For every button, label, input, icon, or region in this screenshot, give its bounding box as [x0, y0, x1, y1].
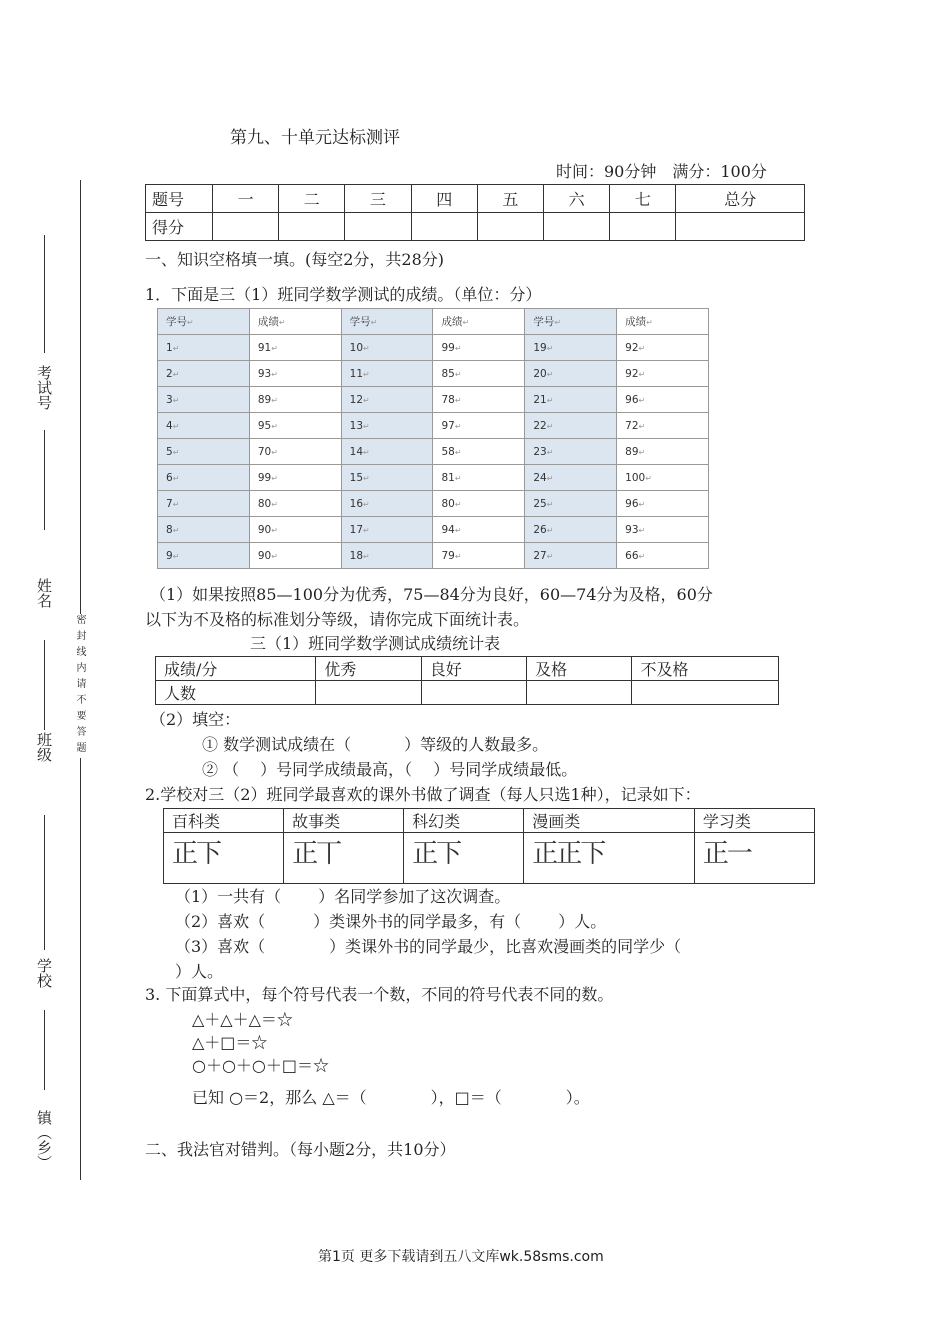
return-mark-icon: ↵ — [271, 525, 278, 535]
grades-table — [157, 308, 709, 569]
student-id-cell — [525, 335, 617, 361]
score-header-cell: 四 — [411, 185, 477, 213]
score-header-cell: 六 — [544, 185, 610, 213]
section1-heading: 一、知识空格填一填。(每空2分，共28分) — [145, 250, 445, 269]
return-mark-icon: ↵ — [638, 395, 646, 405]
return-mark-icon: ↵ — [363, 343, 370, 353]
cell-text: 5 — [166, 445, 173, 458]
cell-text: 学号 — [349, 316, 371, 328]
cell-text: 92 — [625, 341, 639, 354]
cell-text: 70 — [257, 445, 272, 458]
student-id-cell — [525, 465, 617, 491]
cell-text: 96 — [625, 393, 639, 406]
student-id-cell — [525, 491, 617, 517]
return-mark-icon: ↵ — [546, 473, 554, 483]
tally-cell — [164, 833, 284, 884]
stats-table — [155, 656, 779, 705]
cell-text: 学号 — [166, 316, 187, 328]
stats-answer-cell[interactable] — [421, 681, 526, 705]
return-mark-icon: ↵ — [546, 421, 554, 431]
score-value-cell — [433, 465, 525, 491]
stats-header-cell: 成绩/分 — [156, 657, 316, 681]
score-cell[interactable] — [676, 213, 805, 241]
equation-2: △＋□＝☆ — [192, 1033, 268, 1052]
cell-text: 21 — [533, 393, 547, 406]
grades-row — [158, 361, 709, 387]
return-mark-icon: ↵ — [638, 499, 646, 509]
tally-marks: 正正下 — [532, 839, 605, 869]
label-school: 学校 — [35, 958, 53, 988]
cell-text: 10 — [349, 341, 364, 354]
q1-fill-1: ① 数学测试成绩在（ ）等级的人数最多。 — [202, 735, 549, 754]
cell-text: 8 — [166, 523, 173, 536]
stats-header-cell: 良好 — [421, 657, 526, 681]
tally-marks: 正一 — [702, 839, 751, 869]
student-id-cell — [158, 439, 250, 465]
student-id-cell — [158, 491, 250, 517]
student-id-cell — [341, 465, 433, 491]
return-mark-icon: ↵ — [271, 499, 278, 509]
return-mark-icon: ↵ — [172, 499, 180, 509]
q1-part1-line2: 以下为不及格的标准划分等级，请你完成下面统计表。 — [145, 610, 530, 629]
books-header-cell: 科幻类 — [404, 809, 524, 833]
cell-text: 23 — [533, 445, 547, 458]
score-value-cell — [433, 543, 525, 569]
cell-text: 成绩 — [625, 316, 647, 328]
score-value-cell — [249, 413, 341, 439]
return-mark-icon: ↵ — [462, 318, 470, 327]
return-mark-icon: ↵ — [546, 395, 554, 405]
grades-header-cell — [158, 309, 250, 335]
grades-row — [158, 491, 709, 517]
return-mark-icon: ↵ — [278, 318, 286, 327]
student-id-cell — [525, 361, 617, 387]
cell-text: 13 — [349, 419, 364, 432]
score-value-cell — [617, 335, 709, 361]
q2-a: （1）一共有（ ）名同学参加了这次调查。 — [175, 887, 511, 906]
q2-c: （3）喜欢（ ）类课外书的同学最少，比喜欢漫画类的同学少（ — [175, 937, 682, 956]
stats-answer-cell[interactable] — [527, 681, 632, 705]
stats-header-cell: 不及格 — [632, 657, 779, 681]
student-id-cell — [341, 361, 433, 387]
score-value-cell — [617, 361, 709, 387]
cell-text: 99 — [441, 341, 455, 354]
return-mark-icon: ↵ — [546, 369, 554, 379]
return-mark-icon: ↵ — [271, 473, 278, 483]
score-value-cell — [433, 517, 525, 543]
cell-text: 91 — [257, 341, 272, 354]
grades-row — [158, 465, 709, 491]
score-value-cell — [249, 517, 341, 543]
return-mark-icon: ↵ — [454, 369, 462, 379]
return-mark-icon: ↵ — [271, 369, 278, 379]
return-mark-icon: ↵ — [645, 473, 652, 483]
label-exam-no: 考试号 — [35, 365, 53, 410]
return-mark-icon: ↵ — [370, 318, 378, 327]
score-value-cell — [617, 439, 709, 465]
question-3: 3. 下面算式中，每个符号代表一个数，不同的符号代表不同的数。 — [145, 985, 614, 1004]
student-id-cell — [158, 465, 250, 491]
cell-text: 2 — [166, 367, 173, 380]
books-header-row — [164, 809, 815, 833]
stats-answer-cell[interactable] — [316, 681, 421, 705]
cell-text: 成绩 — [441, 316, 463, 328]
cell-text: 12 — [349, 393, 364, 406]
return-mark-icon: ↵ — [546, 499, 554, 509]
score-row — [146, 213, 805, 241]
score-value-cell — [249, 361, 341, 387]
return-mark-icon: ↵ — [271, 395, 278, 405]
score-cell[interactable] — [279, 213, 345, 241]
cell-text: 14 — [349, 445, 364, 458]
grades-header-cell — [617, 309, 709, 335]
student-id-cell — [341, 413, 433, 439]
student-id-cell — [525, 387, 617, 413]
student-id-cell — [158, 413, 250, 439]
cell-text: 93 — [257, 367, 272, 380]
score-value-cell — [617, 491, 709, 517]
return-mark-icon: ↵ — [363, 499, 370, 509]
score-value-cell — [249, 491, 341, 517]
return-mark-icon: ↵ — [546, 447, 554, 457]
return-mark-icon: ↵ — [454, 447, 462, 457]
return-mark-icon: ↵ — [172, 421, 180, 431]
cell-text: 18 — [349, 549, 364, 562]
tally-cell — [524, 833, 695, 884]
score-row-label: 得分 — [146, 213, 213, 241]
grades-row — [158, 387, 709, 413]
student-id-cell — [158, 387, 250, 413]
return-mark-icon: ↵ — [454, 395, 462, 405]
return-mark-icon: ↵ — [638, 525, 646, 535]
return-mark-icon: ↵ — [638, 369, 646, 379]
q1-fill-2: ② （ ）号同学成绩最高，（ ）号同学成绩最低。 — [202, 760, 578, 779]
cell-text: 79 — [441, 549, 455, 562]
tally-marks: 正丅 — [292, 839, 341, 869]
score-value-cell — [433, 361, 525, 387]
return-mark-icon: ↵ — [554, 318, 562, 327]
cell-text: 4 — [166, 419, 173, 432]
cell-text: 9 — [166, 549, 173, 562]
cell-text: 15 — [349, 471, 364, 484]
stats-header-cell: 优秀 — [316, 657, 421, 681]
return-mark-icon: ↵ — [187, 318, 194, 327]
cell-text: 24 — [533, 471, 547, 484]
cell-text: 成绩 — [257, 316, 279, 328]
class-line — [44, 815, 45, 950]
score-header-cell: 二 — [279, 185, 345, 213]
cell-text: 11 — [349, 367, 364, 380]
cell-text: 97 — [441, 419, 455, 432]
stats-table-title: 三（1）班同学数学测试成绩统计表 — [250, 634, 501, 653]
score-cell[interactable] — [411, 213, 477, 241]
return-mark-icon: ↵ — [363, 473, 370, 483]
return-mark-icon: ↵ — [454, 473, 462, 483]
cell-text: 7 — [166, 497, 173, 510]
cell-text: 81 — [441, 471, 455, 484]
return-mark-icon: ↵ — [271, 421, 278, 431]
score-value-cell — [617, 517, 709, 543]
score-cell[interactable] — [477, 213, 543, 241]
cell-text: 72 — [625, 419, 639, 432]
cell-text: 94 — [441, 523, 455, 536]
student-id-cell — [341, 387, 433, 413]
cell-text: 96 — [625, 497, 639, 510]
score-header-row — [146, 185, 805, 213]
score-value-cell — [433, 413, 525, 439]
return-mark-icon: ↵ — [546, 343, 554, 353]
student-id-cell — [341, 491, 433, 517]
return-mark-icon: ↵ — [172, 447, 180, 457]
cell-text: 25 — [533, 497, 547, 510]
score-header-cell: 七 — [610, 185, 676, 213]
return-mark-icon: ↵ — [454, 551, 462, 561]
return-mark-icon: ↵ — [363, 395, 370, 405]
cell-text: 99 — [257, 471, 272, 484]
return-mark-icon: ↵ — [363, 369, 370, 379]
grades-header-cell — [525, 309, 617, 335]
student-id-cell — [158, 335, 250, 361]
cell-text: 90 — [257, 549, 272, 562]
label-town: 镇（乡） — [35, 1110, 53, 1170]
score-value-cell — [433, 335, 525, 361]
grades-row — [158, 335, 709, 361]
q3-known: 已知 ○＝2，那么 △＝（ ），□＝（ ）。 — [192, 1088, 590, 1107]
cell-text: 20 — [533, 367, 547, 380]
stats-header-row — [156, 657, 779, 681]
student-id-cell — [158, 543, 250, 569]
student-id-cell — [158, 517, 250, 543]
return-mark-icon: ↵ — [638, 421, 646, 431]
cell-text: 92 — [625, 367, 639, 380]
student-id-cell — [341, 439, 433, 465]
equation-3: ○＋○＋○＋□＝☆ — [192, 1056, 330, 1075]
score-value-cell — [249, 335, 341, 361]
return-mark-icon: ↵ — [646, 318, 653, 327]
exam-no-line-2 — [44, 430, 45, 530]
cell-text: 1 — [166, 341, 173, 354]
grades-header-cell — [249, 309, 341, 335]
cell-text: 66 — [625, 549, 639, 562]
question-2: 2.学校对三（2）班同学最喜欢的课外书做了调查（每人只选1种），记录如下： — [145, 785, 701, 804]
score-value-cell — [249, 543, 341, 569]
score-cell[interactable] — [544, 213, 610, 241]
score-cell[interactable] — [610, 213, 676, 241]
student-id-cell — [341, 517, 433, 543]
q2-b: （2）喜欢（ ）类课外书的同学最多，有（ ）人。 — [175, 912, 607, 931]
exam-no-line — [44, 235, 45, 353]
name-line — [44, 640, 45, 730]
student-id-cell — [525, 439, 617, 465]
return-mark-icon: ↵ — [454, 421, 462, 431]
student-id-cell — [525, 517, 617, 543]
grades-row — [158, 543, 709, 569]
score-header-cell: 五 — [477, 185, 543, 213]
student-id-cell — [525, 413, 617, 439]
cell-text: 3 — [166, 393, 173, 406]
return-mark-icon: ↵ — [172, 473, 180, 483]
cell-text: 78 — [441, 393, 455, 406]
stats-header-cell: 及格 — [527, 657, 632, 681]
cell-text: 100 — [625, 471, 646, 484]
cell-text: 27 — [533, 549, 547, 562]
cell-text: 85 — [441, 367, 455, 380]
score-value-cell — [433, 491, 525, 517]
return-mark-icon: ↵ — [363, 421, 370, 431]
page-title: 第九、十单元达标测评 — [230, 128, 400, 148]
cell-text: 16 — [349, 497, 364, 510]
return-mark-icon: ↵ — [638, 447, 646, 457]
return-mark-icon: ↵ — [271, 343, 278, 353]
section2-heading: 二、我法官对错判。（每小题2分，共10分） — [145, 1140, 456, 1159]
cell-text: 89 — [257, 393, 272, 406]
cell-text: 6 — [166, 471, 173, 484]
score-header-cell: 题号 — [146, 185, 213, 213]
cell-text: 90 — [257, 523, 272, 536]
student-id-cell — [341, 543, 433, 569]
equation-1: △＋△＋△＝☆ — [192, 1010, 293, 1029]
stats-row-label: 人数 — [156, 681, 316, 705]
label-name: 姓名 — [35, 578, 53, 608]
return-mark-icon: ↵ — [638, 343, 646, 353]
score-value-cell — [433, 387, 525, 413]
return-mark-icon: ↵ — [363, 447, 370, 457]
score-header-cell: 三 — [345, 185, 411, 213]
return-mark-icon: ↵ — [172, 395, 180, 405]
cell-text: 80 — [257, 497, 272, 510]
cell-text: 95 — [257, 419, 272, 432]
score-value-cell — [617, 387, 709, 413]
books-tally-row — [164, 833, 815, 884]
question-1: 1．下面是三（1）班同学数学测试的成绩。（单位：分） — [145, 285, 542, 304]
stats-row — [156, 681, 779, 705]
return-mark-icon: ↵ — [546, 525, 554, 535]
tally-marks: 正下 — [172, 839, 221, 869]
tally-marks: 正下 — [412, 839, 461, 869]
cell-text: 17 — [349, 523, 364, 536]
cell-text: 26 — [533, 523, 547, 536]
grades-header-row — [158, 309, 709, 335]
stats-answer-cell[interactable] — [632, 681, 779, 705]
return-mark-icon: ↵ — [454, 499, 462, 509]
grades-row — [158, 517, 709, 543]
score-value-cell — [433, 439, 525, 465]
cell-text: 19 — [533, 341, 547, 354]
score-cell[interactable] — [345, 213, 411, 241]
return-mark-icon: ↵ — [172, 525, 180, 535]
score-value-cell — [617, 543, 709, 569]
score-value-cell — [249, 465, 341, 491]
grades-header-cell — [433, 309, 525, 335]
seal-notice: 密封线内请不要答题 — [74, 614, 85, 758]
books-header-cell: 故事类 — [284, 809, 404, 833]
books-header-cell: 漫画类 — [524, 809, 695, 833]
return-mark-icon: ↵ — [271, 447, 278, 457]
tally-cell — [284, 833, 404, 884]
return-mark-icon: ↵ — [638, 551, 646, 561]
score-table — [145, 184, 805, 241]
books-header-cell: 学习类 — [694, 809, 814, 833]
cell-text: 学号 — [533, 316, 555, 328]
score-value-cell — [617, 413, 709, 439]
cell-text: 93 — [625, 523, 639, 536]
grades-row — [158, 413, 709, 439]
score-value-cell — [249, 387, 341, 413]
score-header-cell: 一 — [213, 185, 279, 213]
student-id-cell — [158, 361, 250, 387]
books-table — [163, 808, 815, 884]
q1-part2: （2）填空： — [150, 710, 241, 729]
cell-text: 22 — [533, 419, 547, 432]
score-value-cell — [617, 465, 709, 491]
return-mark-icon: ↵ — [363, 525, 370, 535]
return-mark-icon: ↵ — [454, 525, 462, 535]
score-header-cell: 总分 — [676, 185, 805, 213]
school-line — [44, 1010, 45, 1090]
return-mark-icon: ↵ — [363, 551, 370, 561]
cell-text: 89 — [625, 445, 639, 458]
return-mark-icon: ↵ — [172, 343, 180, 353]
return-mark-icon: ↵ — [454, 343, 462, 353]
tally-cell — [694, 833, 814, 884]
return-mark-icon: ↵ — [271, 551, 278, 561]
return-mark-icon: ↵ — [546, 551, 554, 561]
student-id-cell — [341, 335, 433, 361]
grades-header-cell — [341, 309, 433, 335]
tally-cell — [404, 833, 524, 884]
cell-text: 58 — [441, 445, 455, 458]
return-mark-icon: ↵ — [172, 551, 180, 561]
books-header-cell: 百科类 — [164, 809, 284, 833]
student-id-cell — [525, 543, 617, 569]
grades-row — [158, 439, 709, 465]
score-cell[interactable] — [213, 213, 279, 241]
page-footer: 第1页 更多下载请到五八文库wk.58sms.com — [318, 1249, 604, 1265]
time-info: 时间：90分钟 满分：100分 — [556, 162, 767, 181]
cell-text: 80 — [441, 497, 455, 510]
q2-c-cont: ）人。 — [175, 962, 224, 981]
return-mark-icon: ↵ — [172, 369, 180, 379]
score-value-cell — [249, 439, 341, 465]
label-class: 班级 — [35, 732, 53, 762]
q1-part1-line1: （1）如果按照85—100分为优秀，75—84分为良好，60—74分为及格，60分 — [150, 585, 713, 604]
